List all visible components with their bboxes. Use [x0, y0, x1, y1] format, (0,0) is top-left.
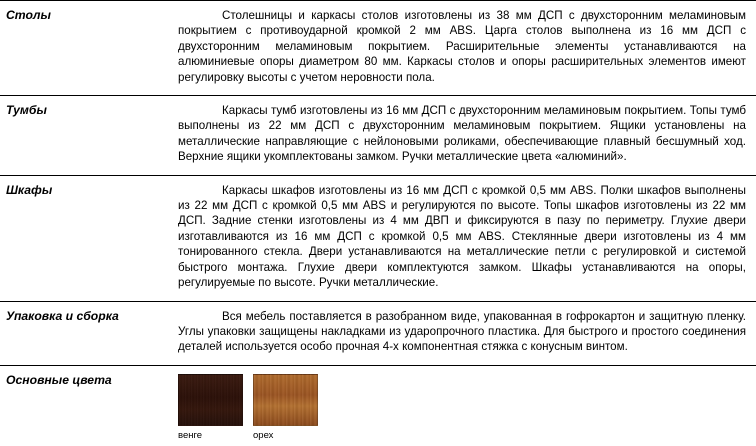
color-swatch-item — [178, 374, 243, 442]
section-body — [172, 176, 756, 301]
row-body-cell — [172, 96, 756, 176]
row-body-cell — [172, 1, 756, 96]
section-label: Упаковка и сборка — [6, 308, 119, 323]
section-label: Шкафы — [6, 182, 53, 197]
section-body — [172, 302, 756, 365]
section-paragraph: Каркасы шкафов изготовлены из 16 мм ДСП с кромкой 0,5 мм ABS. Полки шкафов выполнены из 22 мм ДСП с кромкой 0,5 мм ABS и регулируются по высоте. Топы шкафов изготовлены из 22 мм ДСП. Задние стенки изготовлены из 4 мм ДВП и фиксируются в пазу по периметру. Глухие двери изготавливаются из 16 мм ДСП с кромкой 0,5 мм ABS. Стеклянные двери изготовлены из 4 мм тонированного стекла. Двери устанавливаются на металлические петли с регулировкой и системой быстрого монтажа. Глухие двери комплектуются замком. Шкафы устанавливаются на опоры, регулируемые по высоте. Ручки металлические. — [178, 183, 746, 290]
section-body — [172, 96, 756, 175]
color-swatch-label: орех — [253, 429, 274, 441]
row-label-cell — [0, 365, 172, 446]
row-label-cell — [0, 1, 172, 96]
section-paragraph: Столешницы и каркасы столов изготовлены из 38 мм ДСП с двухсторонним меламиновым покрытием с противоударной кромкой 2 мм ABS. Царга столов выполнена из 16 мм ДСП с двухсторонним меламиновым покрытием. Расширительные элементы устанавливаются на алюминиевые опоры диаметром 80 мм. Каркасы столов и опоры расширительных элементов имеют регулировку высоты с учетом неровности пола. — [178, 9, 746, 84]
row-label-cell — [0, 96, 172, 176]
color-swatch-item — [253, 374, 318, 442]
row-body-cell — [172, 301, 756, 365]
color-swatch-label: венге — [178, 429, 203, 441]
color-swatch-list — [172, 366, 756, 446]
row-body-cell — [172, 175, 756, 301]
section-paragraph: Вся мебель поставляется в разобранном виде, упакованная в гофрокартон и защитную пленку. Углы упаковки защищены накладками из ударопрочного пластика. Для быстрого и простого соединения деталей используется особо прочная 4-х компонентная стяжка с конусным винтом. — [178, 309, 746, 354]
table-row — [0, 175, 756, 301]
color-swatch-oreh — [253, 374, 318, 426]
section-label: Тумбы — [6, 103, 47, 118]
table-row — [0, 1, 756, 96]
section-label: Основные цвета — [6, 372, 112, 387]
color-swatch-wenge — [178, 374, 243, 426]
row-body-cell — [172, 365, 756, 446]
section-label: Столы — [6, 8, 51, 22]
table-row — [0, 96, 756, 176]
table-row-colors — [0, 365, 756, 446]
row-label-cell — [0, 175, 172, 301]
row-label-cell — [0, 301, 172, 365]
section-paragraph: Каркасы тумб изготовлены из 16 мм ДСП с двухсторонним меламиновым покрытием. Топы тумб выполнены из 22 мм ДСП с двухсторонним меламиновым покрытием. Ящики установлены на металлические направляющие с нейлоновыми роликами, обеспечивающие плавный бесшумный ход. Верхние ящики укомплектованы замком. Ручки металлические цвета «алюминий». — [178, 104, 746, 164]
section-body — [172, 1, 756, 95]
table-row — [0, 301, 756, 365]
